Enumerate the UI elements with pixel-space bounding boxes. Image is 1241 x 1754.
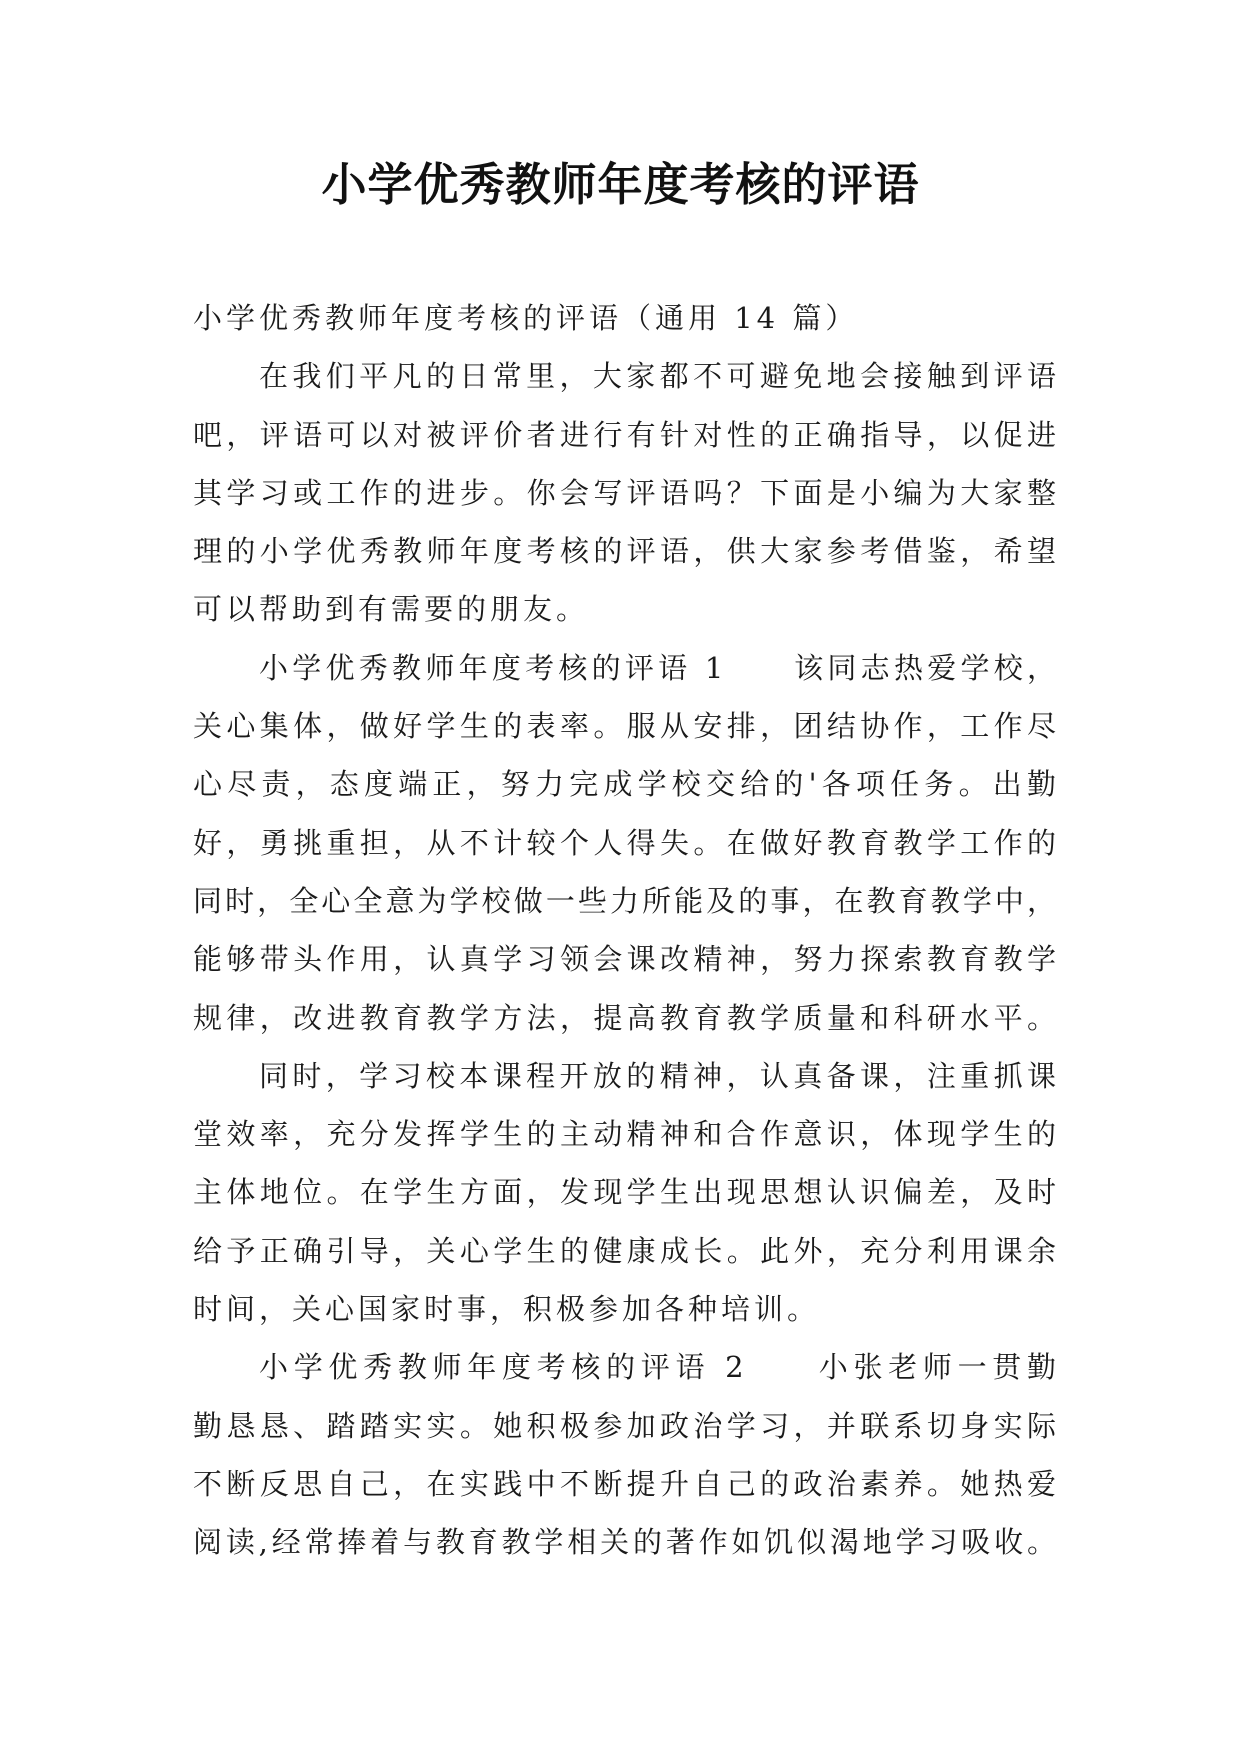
paragraph-line: 好，勇挑重担，从不计较个人得失。在做好教育教学工作的 — [193, 825, 1061, 860]
paragraph-line: 可以帮助到有需要的朋友。 — [193, 592, 590, 627]
paragraph-line: 小学优秀教师年度考核的评语 1 该同志热爱学校， — [259, 650, 1061, 685]
paragraph-line: 理的小学优秀教师年度考核的评语，供大家参考借鉴，希望 — [193, 534, 1061, 569]
paragraph-line: 吧，评语可以对被评价者进行有针对性的正确指导，以促进 — [193, 417, 1061, 452]
document-title: 小学优秀教师年度考核的评语 — [321, 158, 920, 211]
paragraph-line: 同时，全心全意为学校做一些力所能及的事，在教育教学中， — [193, 883, 1060, 918]
paragraph-line: 勤恳恳、踏踏实实。她积极参加政治学习，并联系切身实际 — [193, 1408, 1061, 1443]
paragraph-line: 小学优秀教师年度考核的评语 2 小张老师一贯勤 — [259, 1350, 1062, 1385]
paragraph-line: 不断反思自己，在实践中不断提升自己的政治素养。她热爱 — [193, 1466, 1061, 1501]
paragraph-line: 主体地位。在学生方面，发现学生出现思想认识偏差，及时 — [193, 1175, 1061, 1210]
paragraph — [193, 639, 1062, 1047]
paragraph-line: 给予正确引导，关心学生的健康成长。此外，充分利用课余 — [193, 1233, 1061, 1268]
paragraph — [193, 1338, 1062, 1571]
paragraph-line: 阅读,经常捧着与教育教学相关的著作如饥似渴地学习吸收。 — [193, 1525, 1060, 1560]
paragraph-line: 时间，关心国家时事，积极参加各种培训。 — [193, 1292, 821, 1327]
paragraph-line: 关心集体，做好学生的表率。服从安排，团结协作，工作尽 — [193, 709, 1061, 744]
paragraph-line: 规律，改进教育教学方法，提高教育教学质量和科研水平。 — [193, 1000, 1061, 1035]
paragraph — [193, 1047, 1061, 1338]
paragraph-line: 同时，学习校本课程开放的精神，认真备课，注重抓课 — [259, 1058, 1061, 1093]
paragraph — [193, 347, 1061, 638]
document-body — [193, 289, 1062, 1572]
paragraph-line: 心尽责，态度端正，努力完成学校交给的'各项任务。出勤 — [193, 767, 1062, 802]
intro-line: 小学优秀教师年度考核的评语（通用 14 篇） — [193, 301, 859, 335]
paragraph-line: 在我们平凡的日常里，大家都不可避免地会接触到评语 — [259, 359, 1061, 394]
paragraph-line: 能够带头作用，认真学习领会课改精神，努力探索教育教学 — [193, 942, 1061, 977]
paragraph-line: 堂效率，充分发挥学生的主动精神和合作意识，体现学生的 — [193, 1117, 1061, 1152]
paragraph-line: 其学习或工作的进步。你会写评语吗？下面是小编为大家整 — [193, 475, 1061, 510]
